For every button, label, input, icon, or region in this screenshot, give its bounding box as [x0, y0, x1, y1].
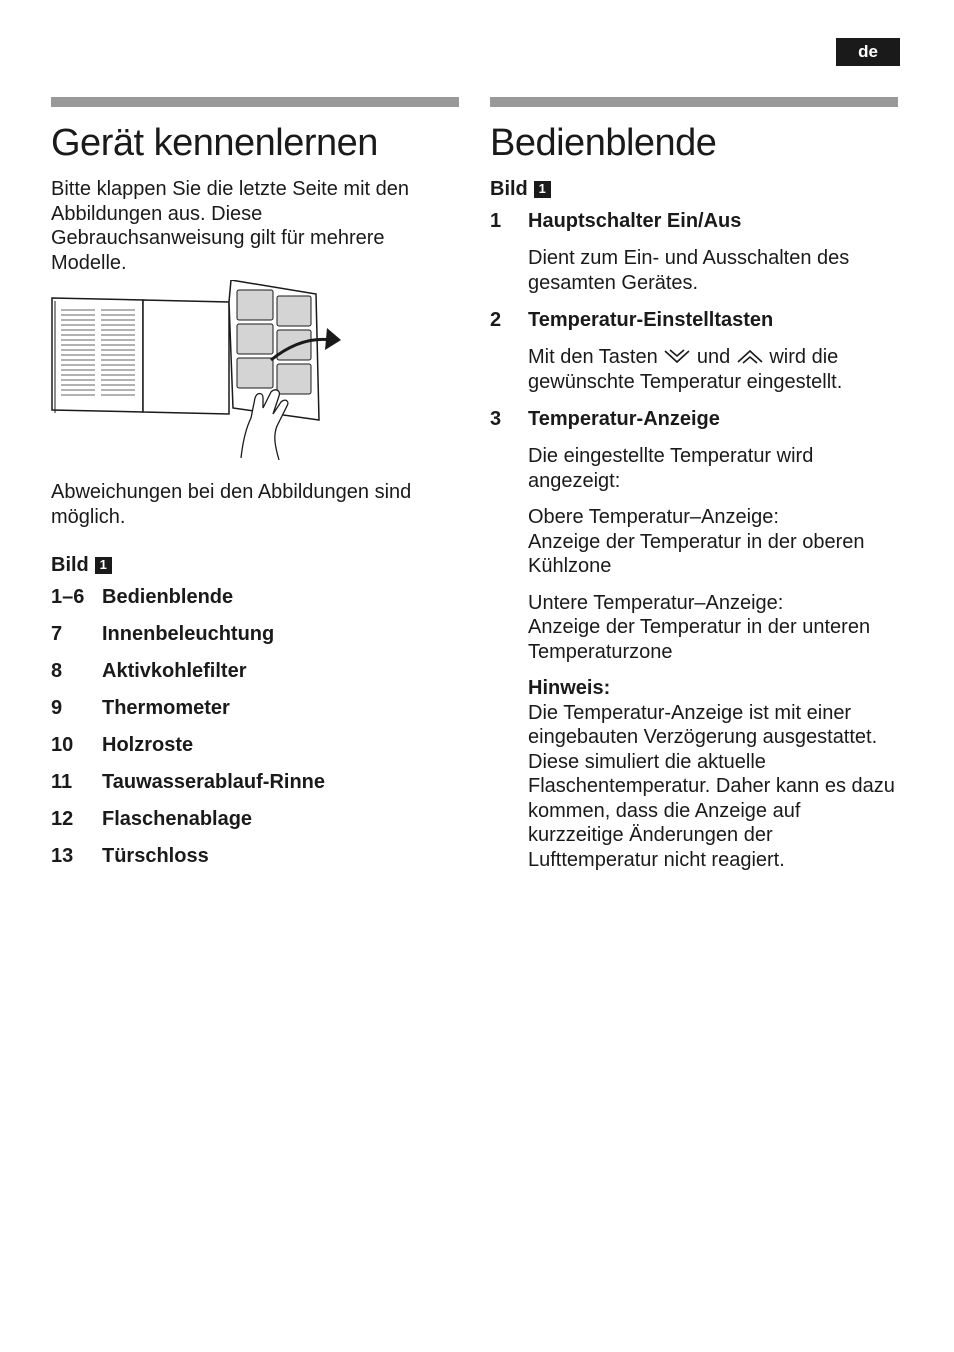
fold-out-booklet-illustration: [51, 280, 351, 464]
section-rule: [51, 97, 459, 107]
note-text: Die Temperatur-Anzeige ist mit einer eingebauten Verzögerung ausgestattet. Diese simuliert die aktuelle Flaschentemperatur. Daher kann es dazu kommen, dass die Anzeige auf kurzzeitige Änderungen der Lufttemperatur nicht reagiert.: [528, 701, 895, 871]
control-item-2: 2 Temperatur-Einstelltasten: [490, 309, 774, 331]
upper-display-desc: Anzeige der Temperatur in der oberen Kühlzone: [528, 530, 865, 577]
section-title-bedienblende: Bedienblende: [490, 122, 717, 164]
list-item: 8 Aktivkohlefilter: [51, 660, 247, 682]
left-column: [51, 97, 459, 275]
parts-list: [51, 585, 459, 868]
upper-display-title: Obere Temperatur–Anzeige:: [528, 506, 779, 528]
chevron-down-icon: [663, 348, 691, 364]
chevron-up-icon: [736, 348, 764, 364]
figure-number-box: 1: [95, 557, 112, 574]
control-item-3: 3 Temperatur-Anzeige: [490, 408, 720, 430]
list-item: 1–6 Bedienblende: [51, 586, 234, 608]
control-item-2-desc: Mit den Tasten und wird die gewünschte Temperatur eingestellt.: [528, 346, 843, 393]
intro-text: Bitte klappen Sie die letzte Seite mit den Abbildungen aus. Diese Gebrauchsanweisung gilt für mehrere Modelle.: [51, 178, 409, 274]
note-title: Hinweis:: [528, 677, 611, 699]
figure-reference: [51, 553, 459, 577]
control-item-1: 1 Hauptschalter Ein/Aus: [490, 210, 742, 232]
list-item: 9 Thermometer: [51, 697, 230, 719]
lower-display-title: Untere Temperatur–Anzeige:: [528, 591, 784, 614]
section-rule: [490, 97, 898, 107]
section-title-geraet: Gerät kennenlernen: [51, 122, 378, 164]
lower-display-desc: Anzeige der Temperatur in der unteren Temperaturzone: [528, 616, 871, 663]
control-item-1-desc: Dient zum Ein- und Ausschalten des gesamten Gerätes.: [528, 247, 850, 294]
figure-label: Bild: [51, 554, 89, 576]
deviation-note: Abweichungen bei den Abbildungen sind möglich.: [51, 481, 412, 528]
control-item-3-desc: Die eingestellte Temperatur wird angezeigt:: [528, 445, 814, 492]
right-column: [490, 97, 898, 872]
figure-number-box: 1: [534, 181, 551, 198]
list-item: 7 Innenbeleuchtung: [51, 623, 275, 645]
figure-label: Bild: [490, 178, 528, 200]
list-item: 12 Flaschenablage: [51, 808, 253, 830]
list-item: 11 Tauwasserablauf-Rinne: [51, 771, 326, 793]
list-item: 10 Holzroste: [51, 734, 194, 756]
list-item: 13 Türschloss: [51, 845, 209, 867]
language-badge: de: [836, 38, 900, 66]
figure-reference: [490, 177, 898, 201]
left-column-lower: [51, 480, 459, 868]
